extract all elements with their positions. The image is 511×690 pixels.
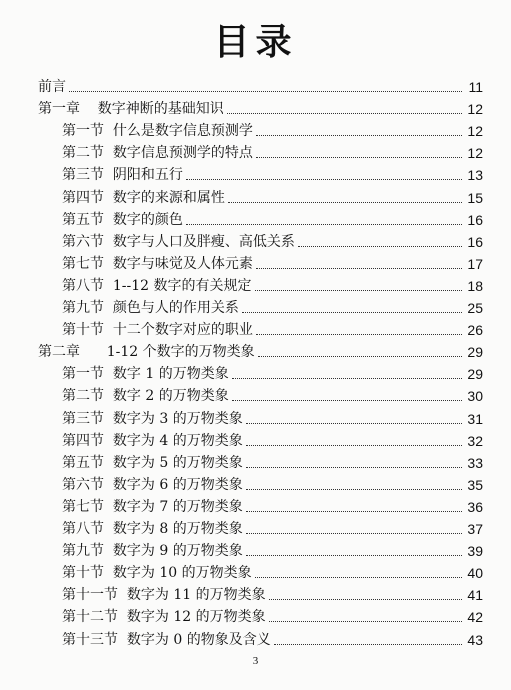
- toc-entry-page-number: 16: [467, 233, 483, 250]
- toc-entry-label: 第十节 数字为 10 的万物类象: [62, 565, 252, 582]
- toc-entry-label: 第五节 数字为 5 的万物类象: [62, 454, 243, 471]
- toc-entry-page-number: 17: [467, 255, 483, 272]
- toc-section-entry: [62, 251, 483, 273]
- page-title: 目录: [213, 22, 298, 63]
- dot-leader: [256, 134, 462, 136]
- dot-leader: [227, 112, 462, 114]
- toc-entry-page-number: 13: [467, 167, 483, 184]
- toc-entry-label: 第九节 数字为 9 的万物类象: [62, 543, 243, 560]
- dot-leader: [246, 554, 462, 556]
- toc-entry-label: 第一节 数字 1 的万物类象: [62, 366, 229, 383]
- toc-section-entry: [62, 516, 483, 538]
- dot-leader: [242, 311, 462, 313]
- toc-section-entry: [62, 604, 483, 626]
- dot-leader: [258, 355, 462, 357]
- toc-entry-label: 第九节 颜色与人的作用关系: [62, 300, 239, 316]
- toc-entry-label: 第二节 数字信息预测学的特点: [62, 145, 253, 162]
- dot-leader: [69, 90, 462, 92]
- toc-section-entry: [62, 627, 483, 649]
- toc-entry-page-number: 30: [467, 388, 483, 405]
- dot-leader: [186, 178, 462, 180]
- dot-leader: [255, 576, 462, 578]
- toc-entry-label: 第六节 数字与人口及胖瘦、高低关系: [62, 233, 295, 250]
- toc-chapter-entry: [38, 74, 483, 96]
- dot-leader: [274, 643, 462, 645]
- toc-entry-page-number: 31: [467, 410, 483, 427]
- toc-entry-label: 第二章 1-12 个数字的万物类象: [38, 344, 255, 361]
- toc-section-entry: [62, 383, 483, 405]
- dot-leader: [232, 377, 462, 379]
- toc-chapter-entry: [38, 339, 483, 361]
- toc-section-entry: [62, 317, 483, 339]
- toc-entry-label: 第十节 十二个数字对应的职业: [62, 322, 253, 339]
- toc-entry-label: 第一节 什么是数字信息预测学: [62, 123, 253, 140]
- toc-section-entry: [62, 207, 483, 229]
- toc-entry-page-number: 26: [467, 322, 483, 339]
- dot-leader: [246, 510, 462, 512]
- toc-entry-label: 第八节 数字为 8 的万物类象: [62, 521, 243, 537]
- dot-leader: [246, 466, 462, 468]
- dot-leader: [228, 201, 462, 203]
- toc-entry-label: 第一章 数字神断的基础知识: [38, 101, 224, 118]
- toc-chapter-entry: [38, 96, 483, 118]
- page-footer-number: 3: [252, 655, 259, 667]
- toc-section-entry: [62, 295, 483, 317]
- toc-entry-page-number: 32: [467, 432, 483, 449]
- toc-entry-page-number: 29: [467, 344, 483, 361]
- toc-section-entry: [62, 406, 483, 428]
- toc-entry-label: 第八节 1--12 数字的有关规定: [62, 277, 252, 294]
- toc-entry-label: 第十一节 数字为 11 的万物类象: [62, 587, 266, 604]
- toc-entry-label: 第七节 数字为 7 的万物类象: [62, 498, 243, 515]
- toc-entry-page-number: 16: [467, 211, 483, 228]
- toc-entry-page-number: 12: [467, 123, 483, 140]
- toc-section-entry: [62, 140, 483, 162]
- dot-leader: [246, 532, 462, 534]
- toc-entry-label: 第六节 数字为 6 的万物类象: [62, 476, 243, 493]
- toc-entry-label: 第四节 数字为 4 的万物类象: [62, 432, 243, 449]
- dot-leader: [256, 267, 462, 269]
- toc-entry-label: 前言: [38, 79, 66, 95]
- dot-leader: [246, 444, 462, 446]
- toc-section-entry: [62, 582, 483, 604]
- toc-section-entry: [62, 472, 483, 494]
- dot-leader: [246, 488, 462, 490]
- toc-entry-label: 第七节 数字与味觉及人体元素: [62, 255, 253, 272]
- toc-entry-page-number: 36: [467, 498, 483, 515]
- toc-entry-page-number: 42: [467, 609, 483, 626]
- toc-entry-page-number: 40: [467, 565, 483, 582]
- toc-entry-label: 第十二节 数字为 12 的万物类象: [62, 609, 266, 626]
- toc-section-entry: [62, 229, 483, 251]
- toc-section-entry: [62, 361, 483, 383]
- toc-entry-page-number: 37: [467, 521, 483, 537]
- toc-entry-page-number: 41: [467, 587, 483, 604]
- toc-entry-label: 第二节 数字 2 的万物类象: [62, 388, 229, 405]
- toc-entry-label: 第三节 数字为 3 的万物类象: [62, 410, 243, 427]
- dot-leader: [298, 245, 462, 247]
- toc-section-entry: [62, 162, 483, 184]
- toc-section-entry: [62, 450, 483, 472]
- toc-section-entry: [62, 118, 483, 140]
- toc-section-entry: [62, 273, 483, 295]
- toc-entry-page-number: 12: [467, 101, 483, 118]
- toc-entry-page-number: 15: [467, 189, 483, 206]
- toc-section-entry: [62, 538, 483, 560]
- toc-entry-page-number: 29: [467, 366, 483, 383]
- toc-entry-page-number: 35: [467, 476, 483, 493]
- dot-leader: [246, 422, 462, 424]
- dot-leader: [269, 598, 462, 600]
- dot-leader: [256, 333, 462, 335]
- toc-entry-page-number: 12: [467, 145, 483, 162]
- toc-entry-page-number: 33: [467, 454, 483, 471]
- toc-entry-page-number: 11: [468, 79, 483, 95]
- dot-leader: [186, 223, 462, 225]
- toc-entry-label: 第四节 数字的来源和属性: [62, 189, 225, 206]
- toc-entry-label: 第三节 阴阳和五行: [62, 167, 183, 184]
- toc-section-entry: [62, 428, 483, 450]
- toc-entry-label: 第十三节 数字为 0 的物象及含义: [62, 631, 271, 648]
- toc-entry-page-number: 25: [467, 300, 483, 316]
- toc-section-entry: [62, 560, 483, 582]
- toc-entry-page-number: 43: [467, 631, 483, 648]
- dot-leader: [269, 620, 462, 622]
- toc-section-entry: [62, 494, 483, 516]
- dot-leader: [232, 399, 462, 401]
- toc-entry-page-number: 39: [467, 543, 483, 560]
- toc-entry-page-number: 18: [467, 277, 483, 294]
- toc-entry-label: 第五节 数字的颜色: [62, 211, 183, 228]
- dot-leader: [255, 289, 462, 291]
- toc-section-entry: [62, 185, 483, 207]
- dot-leader: [256, 156, 462, 158]
